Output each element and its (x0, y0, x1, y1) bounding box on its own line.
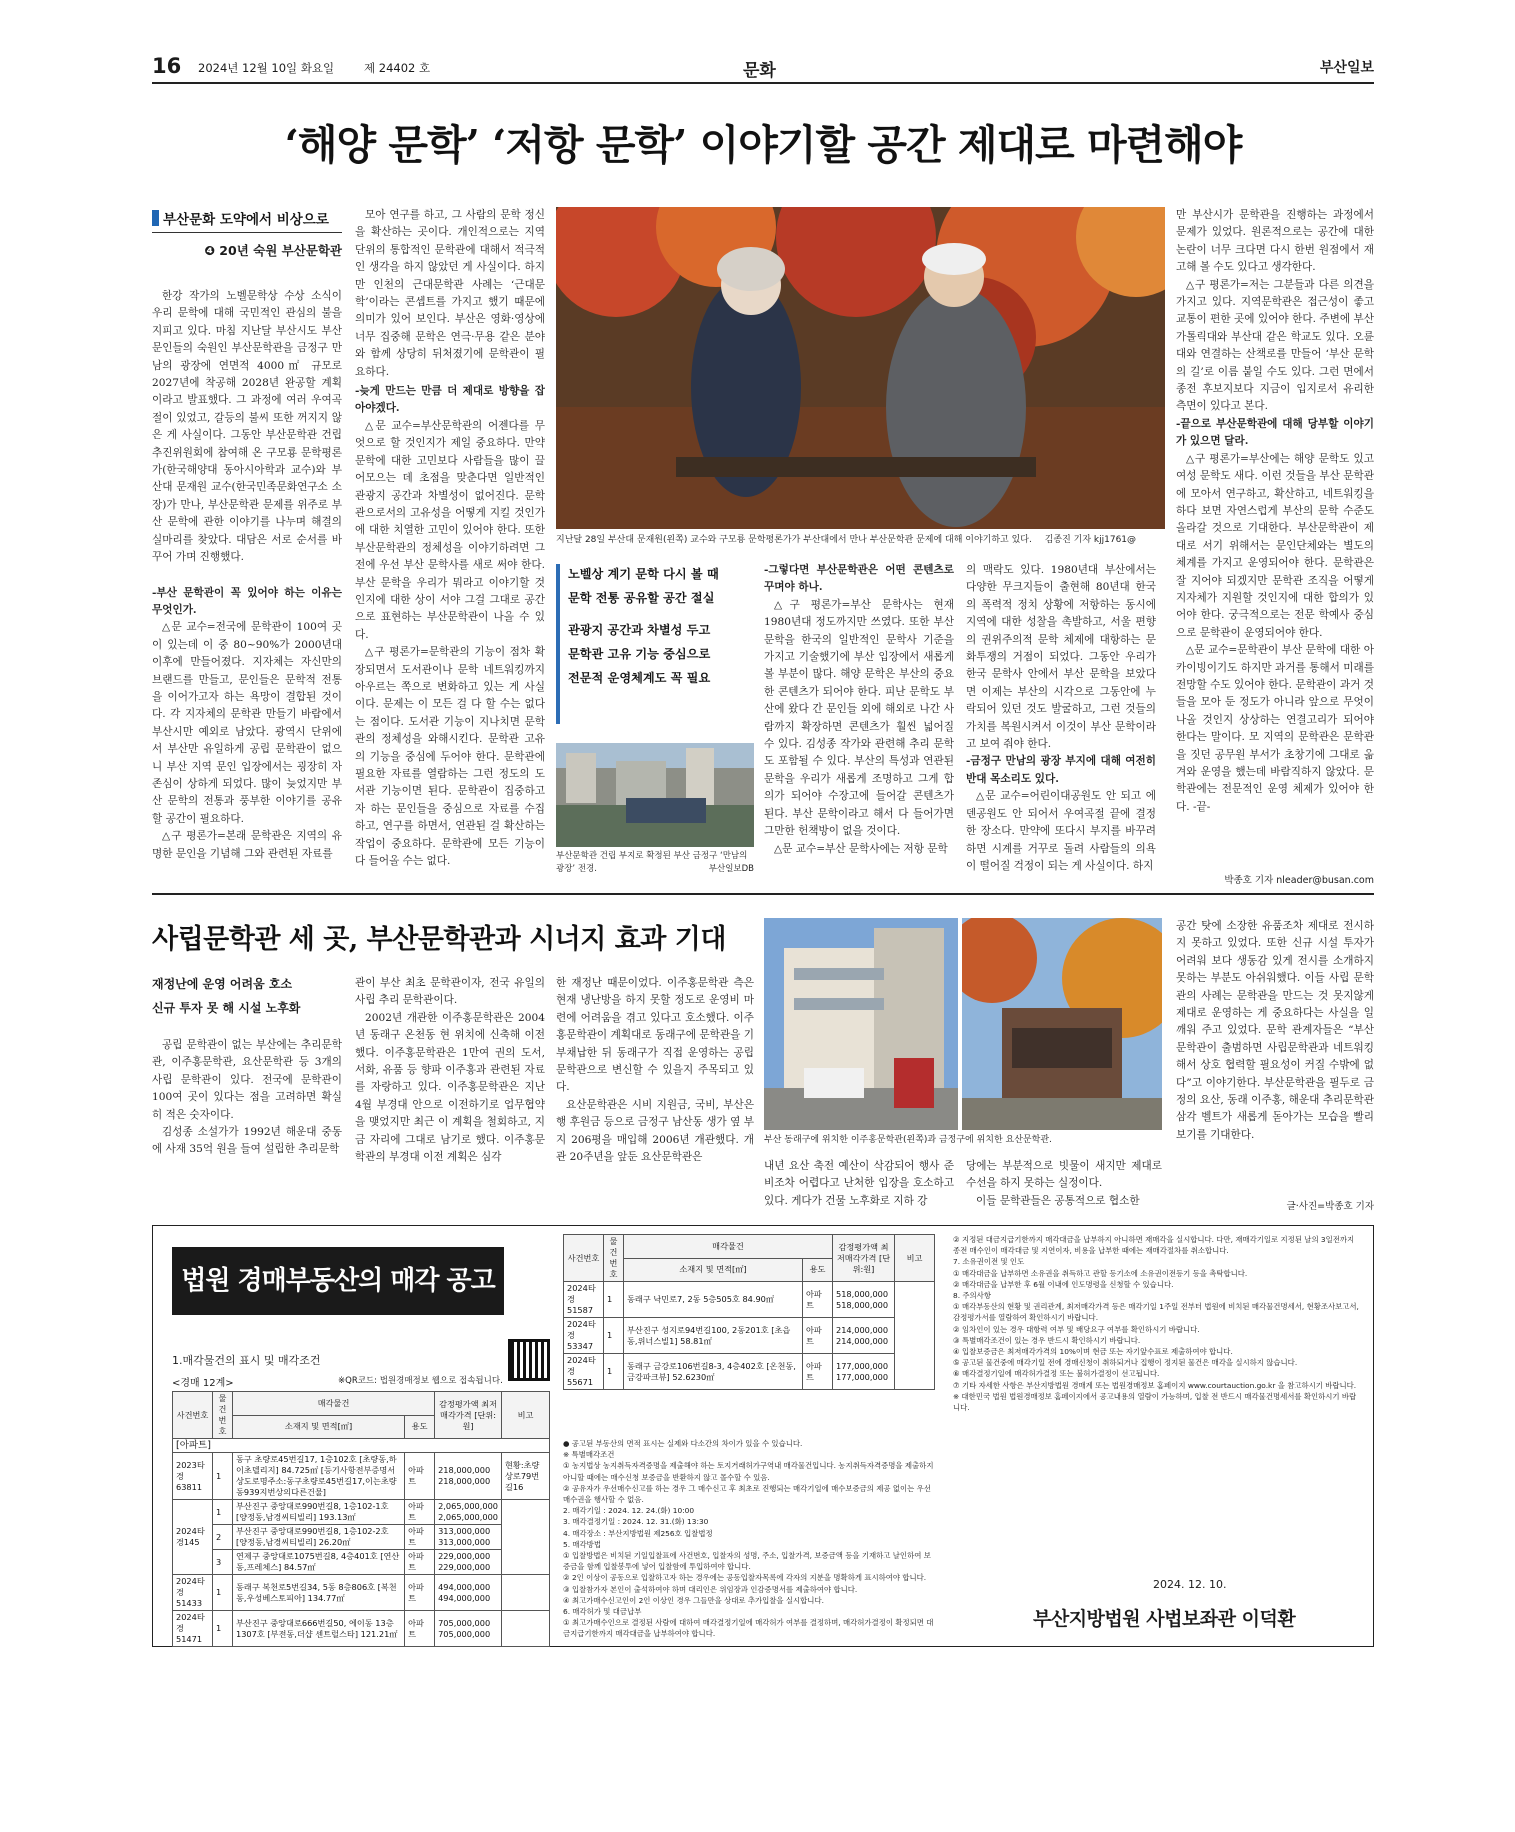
section-divider (152, 893, 1374, 895)
page-header (152, 54, 1374, 84)
issue-date: 2024년 12월 10일 화요일 (198, 61, 335, 75)
article-col-1: 한강 작가의 노벨문학상 수상 소식이 우리 문학에 대해 국민적인 관심의 불을 지피고 있다. 마침 지난달 부산시도 부산문인들의 숙원인 부산문학관을 금정구 만남의 광장에 연면적 4000㎡ 규모로 2027년에 착공해 2028년 완공할 계획이라고 발표했다. 그 과정에 여러 우여곡절이 있었고, 갈등의 불씨 또한 꺼지지 않은 게 사실이다. 그동안 부산문학관 건립추진위원회에 참여해 온 구모룡 문학평론가(한국해양대 동아시아학과 교수)와 부산대 문재원 교수(한국민족문화연구소 소장)가 만나, 부산문학관 문제를 위주로 부산 문학에 관한 이야기를 나누며 해결의 실마리를 찾았다. 대담은 서로 순서를 바꾸어 가며 진행했다. -부산 문학관이 꼭 있어야 하는 이유는 무엇인가. △문 교수=전국에 문학관이 100여 곳이 있는데 이 중 80~90%가 2000년대 이후에 만들어졌다. 지자체는 자신만의 브랜드를 만들고, 문인들은 문학적 전통을 이어가고자 하는 욕망이 결합된 것이다. 각 지자체의 문학관 만들기 바람에서 부산시만 예외로 남았다. 광역시 단위에서 부산만 유일하게 공립 문학관이 없으니 부산 지역 문인 입장에서는 굉장히 자존심이 상하게 되었다. 많이 늦었지만 부산 문학의 전통과 풍부한 이야기를 공유할 공간이 필요하다. △구 평론가=본래 문학관은 지역의 유명한 문인을 기념해 그와 관련된 자료를 (152, 290, 342, 860)
table-row: 3 연제구 중앙대로1075번길8, 4층401호 [연산동,프레체스] 84.57㎡ 아파트 229,000,000 229,000,000 (173, 1550, 550, 1575)
series-marker-icon (152, 210, 159, 226)
ad-qr-note: ※QR코드: 법원경매정보 웹으로 접속됩니다. (338, 1376, 503, 1386)
series-label: 부산문화 도약에서 비상으로 (152, 207, 342, 233)
second-col-1: 공립 문학관이 없는 부산에는 추리문학관, 이주홍문학관, 요산문학관 등 3개의 사립 문학관이 있다. 전국에 문학관이 100여 곳이 있다는 점을 고려하면 확실히 적은 숫자이다. 김성종 소설가가 1992년 해운대 중동에 사재 35억 원을 들여 설립한 추리문학 (152, 1039, 342, 1156)
auction-table-2: 사건번호 물건번호 매각물건 감정평가액 최저매각가격 [단위:원] 비고 소재지 및 면적[㎡] 용도 2024타경51587 1 동래구 낙민로7, 2동 5층505호 84.90㎡ 아파트 518,000,000 518,000,000 2024타경53347 1 부산진구 성지로94번길100, 2동201호 [초읍동,위너스빌1] 58.81㎡ 아파트 214,000,000 214,000,000 2024타경55671 1 동래구 금강로106번길8-3, 4층402호 [온천동,금강파크뷰] 52.6230㎡ 아파트 177,000,000 177,000,000 (563, 1234, 935, 1390)
interview-photo-scene (556, 207, 1165, 529)
second-subhead-1: 재정난에 운영 어려움 호소 (152, 977, 293, 991)
yosan-museum-photo (962, 918, 1162, 1130)
qr-code-icon (508, 1339, 550, 1381)
interview-photo (556, 207, 1165, 529)
second-col-3: 한 재정난 때문이었다. 이주홍문학관 측은 현재 냉난방을 하지 못할 정도로 운영비 마련에 어려움을 겪고 있다고 호소했다. 이주홍문학관이 계획대로 동래구에 문학관을 기부채납한 뒤 동래구가 직접 운영하는 공립문학관으로 변신할 수 있을지 주목되고 있다. 요산문학관은 시비 지원금, 국비, 부산은행 후원금 등으로 금정구 남산동 생가 옆 부지 206평을 매입해 2006년 개관했다. 개관 20주년을 앞둔 요산문학관은 (556, 977, 754, 1164)
ad-court-signature: 부산지방법원 사법보좌관 이덕환 (1033, 1608, 1296, 1630)
second-headline: 사립문학관 세 곳, 부산문학관과 시너지 효과 기대 (152, 924, 726, 955)
pull-quote-line: 전문적 운영체계도 꼭 필요 (568, 671, 711, 685)
second-photo-caption: 부산 동래구에 위치한 이주홍문학관(왼쪽)과 금정구에 위치한 요산문학관. (764, 1135, 1052, 1145)
ad-notes-middle: ● 공고된 부동산의 면적 표시는 실제와 다소간의 차이가 있을 수 있습니다. ※ 특별매각조건 ① 농지법상 농지취득자격증명을 제출해야 하는 토지거래허가구역내 매각물건입니다. 농지취득자격증명을 제출하지 아니할 때에는 매수신청 보증금을 반환하지 않고 몰수할 수 있음. ② 공유자가 우선매수신고를 하는 경우 그 매수신고 후 최초로 진행되는 매각기일에 매수보증금의 제공 없이는 우선매수권을 행사할 수 없음. 2. 매각기일 : 2024. 12. 24.(화) 10:00 3. 매각결정기일 : 2024. 12. 31.(화) 13:30 4. 매각장소 : 부산지방법원 제256호 입찰법정 5. 매각방법 ① 입찰방법은 비치된 기일입찰표에 사건번호, 입찰자의 성명, 주소, 입찰가격, 보증금액 등을 기재하고 날인하여 보증금을 함께 입찰봉투에 넣어 입찰함에 투입하여야 합니다. ② 2인 이상이 공동으로 입찰하고자 하는 경우에는 공동입찰자목록에 각자의 지분을 명확하게 표시하여야 합니다. ③ 입찰참가자 본인이 출석하여야 하며 대리인은 위임장과 인감증명서를 제출하여야 합니다. ④ 최고가매수신고인이 2인 이상인 경우 그들만을 상대로 추가입찰을 실시합니다. 6. 매각허가 및 대금납부 ① 최고가매수인으로 결정된 사람에 대하여 매각결정기일에 매각허가 여부를 결정하며, 매각허가결정이 확정되면 대금지급기한까지 매각대금을 납부하여야 합니다. (563, 1439, 934, 1639)
second-byline: 글·사진=박종호 기자 (1286, 1201, 1374, 1212)
pull-quote-box (556, 562, 754, 730)
table-row: 2024타경53347 1 부산진구 성지로94번길100, 2동201호 [초읍동,위너스빌1] 58.81㎡ 아파트 214,000,000 214,000,000 (564, 1318, 935, 1354)
ad-case-label: <경매 12계> (172, 1378, 234, 1389)
ad-title-box (172, 1247, 504, 1315)
pull-quote-line: 문학 전통 공유할 공간 절실 (568, 591, 715, 605)
article-byline: 박종호 기자 nleader@busan.com (1224, 875, 1374, 886)
table-row: 2024타경51587 1 동래구 낙민로7, 2동 5층505호 84.90㎡ 아파트 518,000,000 518,000,000 (564, 1282, 935, 1318)
pull-quote-bar (556, 564, 560, 724)
site-photo (556, 743, 754, 847)
second-col-5: 당에는 부분적으로 빗물이 새지만 제대로 수선을 하지 못하는 실정이다. 이들 문학관들은 공통적으로 협소한 (966, 1160, 1162, 1207)
article-col-2: 모아 연구를 하고, 그 사람의 문학 정신을 확산하는 곳이다. 개인적으로는 지역 단위의 통합적인 문학관에 대해서 적극적인 생각을 하지 않았던 게 사실이다. 하지만 인천의 근대문학관 사례는 ‘근대문학’이라는 콘셉트를 가지고 했기 때문에 의미가 있어 보인다. 부산은 영화·영상에 너무 집중해 문학은 연극·무용 같은 분야와 함께 상당히 뒤처졌기에 문학관이 필요하다. -늦게 만드는 만큼 더 제대로 방향을 잡아야겠다. △문 교수=부산문학관의 어젠다를 무엇으로 할 것인지가 제일 중요하다. 만약 문학에 대한 고민보다 사람들을 많이 끌어모으는 데 초점을 맞춘다면 일반적인 관광지 공간과 차별성이 없어진다. 문학관으로서의 고유성을 어떻게 지킬 것인가에 대한 치열한 고민이 있어야 한다. 또한 부산문학관의 정체성을 이야기하려면 그전에 우선 부산 문학사를 새로 써야 한다. 부산 문학을 우리가 뭐라고 이야기할 것인지에 대한 상이 서야 그걸 그대로 공간으로 표현하는 부산문학관이 나올 수 있다. △구 평론가=문학관의 기능이 점차 확장되면서 도서관이나 문학 네트워킹까지 아우르는 쪽으로 변화하고 있는 게 사실이다. 문제는 이 모든 걸 다 할 수는 없다는 점이다. 도서관 기능이 지나치면 문학관의 정체성을 와해시킨다. 문학관 고유의 기능을 중심에 두어야 한다. 문학관에 필요한 자료를 열람하는 그런 정도의 도서관 기능이면 된다. 문학관이 집중하고자 하는 문인들을 중심으로 자료를 수집하고, 연구를 하면서, 연관된 걸 확산하는 작업이 중요하다. 문학관에 모든 기능이 다 들어올 수는 없다. (355, 209, 545, 868)
pull-quote-line: 문학관 고유 기능 중심으로 (568, 647, 711, 661)
interview-photo-caption: 지난달 28일 부산대 문재원(왼쪽) 교수와 구모룡 문학평론가가 부산대에서 만나 부산문학관 문제에 대해 이야기하고 있다. 김종진 기자 kjj1761@ (556, 535, 1137, 545)
pull-quote-line: 관광지 공간과 차별성 두고 (568, 623, 711, 637)
section-name: 문화 (743, 61, 776, 81)
table-row: 2023타경63811 1 동구 초량로45번길17, 1층102호 [초량동,하이초델리지] 84.725㎡ [등기사항전부증명서상도로명주소:동구초량로45번길17,이는초량동939지번상의다른건물] 아파트 218,000,000 218,000,000 현황:초량상로79번길16 (173, 1453, 550, 1500)
table-row: 2 부산진구 중앙대로990번길8, 1층102-2호 [양정동,남경씨티빌리] 26.20㎡ 아파트 313,000,000 313,000,000 (173, 1525, 550, 1550)
lee-juhong-museum-photo (764, 918, 958, 1130)
second-col-2: 관이 부산 최초 문학관이자, 전국 유일의 사립 추리 문학관이다. 2002년 개관한 이주홍문학관은 2004년 동래구 온천동 현 위치에 신축해 이전했다. 이주홍문학관은 1만여 권의 도서, 서화, 유품 등 향파 이주홍과 관련된 자료를 자랑하고 있다. 이주홍문학관은 지난 4월 부경대 안으로 이전하기로 업무협약을 맺었지만 최근 이 계획을 철회하고, 지금 자리에 그대로 남기로 했다. 이주홍문학관의 부경대 이전 계획은 심각 (355, 977, 545, 1164)
site-photo-caption: 부산문학관 건립 부지로 확정된 부산 금정구 ‘만남의광장’ 전경. 부산일보DB (556, 851, 754, 874)
table-row: 2024타경51433 1 동래구 복천로5번길34, 5동 8층806호 [복천동,우성베스토피아] 134.77㎡ 아파트 494,000,000 494,000,000 (173, 1575, 550, 1611)
second-col-6: 공간 탓에 소장한 유품조차 제대로 전시하지 못하고 있었다. 또한 신규 시설 투자가 어려워 보다 생동감 있게 전시를 소개하지 못하는 부분도 아쉬워했다. 이들 사립 문학관의 사례는 문학관을 만드는 것 못지않게 제대로 운영하는 게 중요하다는 사실을 일깨워 주고 있었다. 문학 관계자들은 “부산문학관이 출범하면 사립문학관과 네트워킹해서 상호 협력할 필요성이 커질 수밖에 없다”고 이야기한다. 부산문학관을 필두로 금정의 요산, 동래 이주홍, 해운대 추리문학관 삼각 벨트가 새롭게 돋아가는 모습을 빨리 보기를 기대한다. (1176, 920, 1374, 1141)
article-col-3: -그렇다면 부산문학관은 어떤 콘텐츠로 꾸며야 하나. △구 평론가=부산 문학사는 현재 1980년대 정도까지만 쓰였다. 또한 부산 문학을 한국의 일반적인 문학사 기준을 가지고 기술했기에 부산 입장에서 새롭게 볼 부분이 많다. 해양 문학은 부산의 중요한 콘텐츠가 되어야 한다. 피난 문학도 부산에 왔다 간 문인들 외에 해외로 나간 사람까지 확장하면 콘텐츠가 훨씬 넓어질 수 있다. 김성종 작가와 관련해 추리 문학도 포함될 수 있다. 부산의 특성과 연관된 문학을 우리가 새롭게 조명하고 그게 합의가 되어야 수장고에 들어갈 콘텐츠가 된다. 부산 문학이라고 해서 다 들어가면 그만한 헌책방이 없을 것이다. △문 교수=부산 문학사에는 저항 문학 (764, 564, 954, 855)
second-col-4: 내년 요산 축전 예산이 삭감되어 행사 준비조차 어렵다고 난처한 입장을 호소하고 있다. 게다가 건물 노후화로 지하 강 (764, 1160, 954, 1207)
table-row: 2024타경51471 1 부산진구 중앙대로666번길50, 에이동 13층1307호 [부전동,더샵 센트럴스타] 121.21㎡ 아파트 705,000,000 705,000,000 (173, 1611, 550, 1647)
main-headline: ‘해양 문학’ ‘저항 문학’ 이야기할 공간 제대로 마련해야 (284, 121, 1242, 169)
newspaper-name: 부산일보 (1319, 60, 1374, 76)
issue-number: 제 24402 호 (364, 61, 431, 75)
ad-title: 법원 경매부동산의 매각 공고 (181, 1266, 495, 1296)
table-row: 2024타경145 1 부산진구 중앙대로990번길8, 1층102-1호 [양정동,남경씨티빌리] 193.13㎡ 아파트 2,065,000,000 2,065,000,000 (173, 1500, 550, 1525)
ad-notes-right: ② 지정된 대금지급기한까지 매각대금을 납부하지 아니하면 재매각을 실시합니다. 다만, 재매각기일로 지정된 날의 3일전까지 종전 매수인이 매각대금 및 지연이자, 비용을 납부한 때에는 재매각절차를 취소합니다. 7. 소유권이전 및 인도 ① 매각대금을 납부하면 소유권을 취득하고 관할 등기소에 소유권이전등기 등을 촉탁합니다. ② 매각대금을 납부한 후 6월 이내에 인도명령을 신청할 수 있습니다. 8. 주의사항 ① 매각부동산의 현황 및 권리관계, 최저매각가격 등은 매각기일 1주일 전부터 법원에 비치된 매각물건명세서, 현황조사보고서, 감정평가서를 열람하여 확인하시기 바랍니다. ② 임차인이 있는 경우 대항력 여부 및 배당요구 여부를 확인하시기 바랍니다. ③ 특별매각조건이 있는 경우 반드시 확인하시기 바랍니다. ④ 입찰보증금은 최저매각가격의 10%이며 현금 또는 자기앞수표로 제출하여야 합니다. ⑤ 공고된 물건중에 매각기일 전에 경매신청이 취하되거나 집행이 정지된 물건은 매각을 실시하지 않습니다. ⑥ 매각결정기일에 매각허가결정 또는 불허가결정이 선고됩니다. ⑦ 기타 자세한 사항은 부산지방법원 경매계 또는 법원경매정보 홈페이지 www.courtauction.go.kr 을 참고하시기 바랍니다. ※ 대한민국 법원 법원경매정보 홈페이지에서 공고내용의 열람이 가능하며, 입찰 전 반드시 매각물건명세서를 확인하시기 바랍니다. (953, 1235, 1359, 1413)
series-subhead: ❹ 20년 숙원 부산문학관 (204, 243, 342, 258)
pull-quote-line: 노벨상 계기 문학 다시 볼 때 (568, 567, 719, 581)
table-row: 2024타경55671 1 동래구 금강로106번길8-3, 4층402호 [온천동,금강파크뷰] 52.6230㎡ 아파트 177,000,000 177,000,000 (564, 1354, 935, 1390)
ad-section-1: 1.매각물건의 표시 및 매각조건 (172, 1354, 321, 1367)
auction-group-label: [아파트] (173, 1439, 550, 1453)
second-subhead-2: 신규 투자 못 해 시설 노후화 (152, 1001, 301, 1015)
page-number: 16 (152, 54, 182, 78)
auction-table-1: 사건번호 물건번호 매각물건 감정평가액 최저매각가격 [단위:원] 비고 소재지 및 면적[㎡] 용도 [아파트] 2023타경63811 1 동구 초량로45번길17, 1층102호 [초량동,하이초델리지] 84.725㎡ [등기사항전부증명서상도로명주소:동구초량로45번길17,이는초량동939지번상의다른건물] 아파트 218,000,000 218,000,000 현황:초량상로79번길16 2024타경145 1 부산진구 중앙대로990번길8, 1층102-1호 [양정동,남경씨티빌리] 193.13㎡ 아파트 2,065,000,000 2,065,000,000 2 부산진구 중앙대로990번길8, 1층102-2호 [양정동,남경씨티빌리] 26.20㎡ 아파트 313,000,000 313,000,000 3 연제구 중앙대로1075번길8, 4층401호 [연산동,프레체스] 84.57㎡ 아파트 229,000,000 229,000,000 2024타경51433 1 동래구 복천로5번길34, 5동 8층806호 [복천동,우성베스토피아] 134.77㎡ 아파트 494,000,000 494,000,000 2024타경51471 1 부산진구 중앙대로666번길50, 에이동 13층1307호 [부전동,더샵 센트럴스타] 121.21㎡ 아파트 705,000,000 705,000,000 (172, 1391, 550, 1647)
court-auction-ad (152, 1225, 1374, 1647)
ad-date: 2024. 12. 10. (1153, 1578, 1227, 1591)
article-col-4: 의 맥락도 있다. 1980년대 부산에서는 다양한 무크지들이 출현해 80년대 한국의 폭력적 정치 상황에 저항하는 동시에 지역에 대한 성찰을 촉발하고, 서울 편향의 권위주의적 문학 체제에 대항하는 문화투쟁의 거점이 되었다. 그동안 우리가 한국 문학사 안에서 부산 문학을 보았다면 이제는 부산의 시각으로 그동안에 누락되어 있던 것도 발굴하고, 그런 것들의 가치를 복원시켜서 이것이 부산 문학이라고 보여 줘야 한다. -금정구 만남의 광장 부지에 대해 여전히 반대 목소리도 있다. △문 교수=어린이대공원도 안 되고 에덴공원도 안 되어서 우여곡절 끝에 결정한 장소다. 만약에 또다시 부지를 바꾸려하면 시계를 거꾸로 돌려 사람들의 의욕이 떨어질 걱정이 되는 게 사실이다. 하지 (966, 564, 1156, 872)
article-col-5: 만 부산시가 문학관을 진행하는 과정에서 문제가 있었다. 원론적으로는 공간에 대한 논란이 너무 크다면 다시 한번 원점에서 재고해 볼 수도 있다고 생각한다. △구 평론가=저는 그분들과 다른 의견을 가지고 있다. 지역문학관은 접근성이 좋고 교통이 편한 곳에 있어야 한다. 주변에 부산가톨릭대와 부산대 같은 학교도 있다. 오륜대와 연결하는 산책로를 만들어 ‘부산 문학의 길’로 이름 붙일 수도 있다. 그런 면에서 종전 후보지보다 지금이 입지로서 유리한 측면이 있다고 본다. -끝으로 부산문학관에 대해 당부할 이야기가 있으면 달라. △구 평론가=부산에는 해양 문학도 있고 여성 문학도 새다. 이런 것들을 부산 문학관에 모아서 연구하고, 확산하고, 네트워킹을 하다 보면 자연스럽게 부산의 문학 수준도 올라갈 것으로 기대한다. 부산문학관이 제대로 서기 위해서는 문인단체와는 별도의 체계를 가지고 운영되어야 한다. 문학관은 잘 지어야 되겠지만 문학관 조직을 어떻게 지자체가 지원할 것인지에 대한 합의가 있어야 한다. 궁극적으로는 전문 학예사 중심으로 문학관이 운영되어야 한다. △문 교수=문학관이 부산 문학에 대한 아카이빙이기도 하지만 과거를 통해서 미래를 전망할 수도 있어야 한다. 문학관이 과거 것들을 모아 둔 정도가 아니라 앞으로 무엇이 나올 것인지 상상하는 연결고리가 되어야 한다는 말이다. 모 지역의 문학관은 문학관을 짓던 공무원 부서가 초창기에 그대로 옮겨와 운영을 했는데 바람직하지 않았다. 문학관에는 전문적인 운영 체제가 있어야 한다. -끝- (1176, 209, 1374, 813)
